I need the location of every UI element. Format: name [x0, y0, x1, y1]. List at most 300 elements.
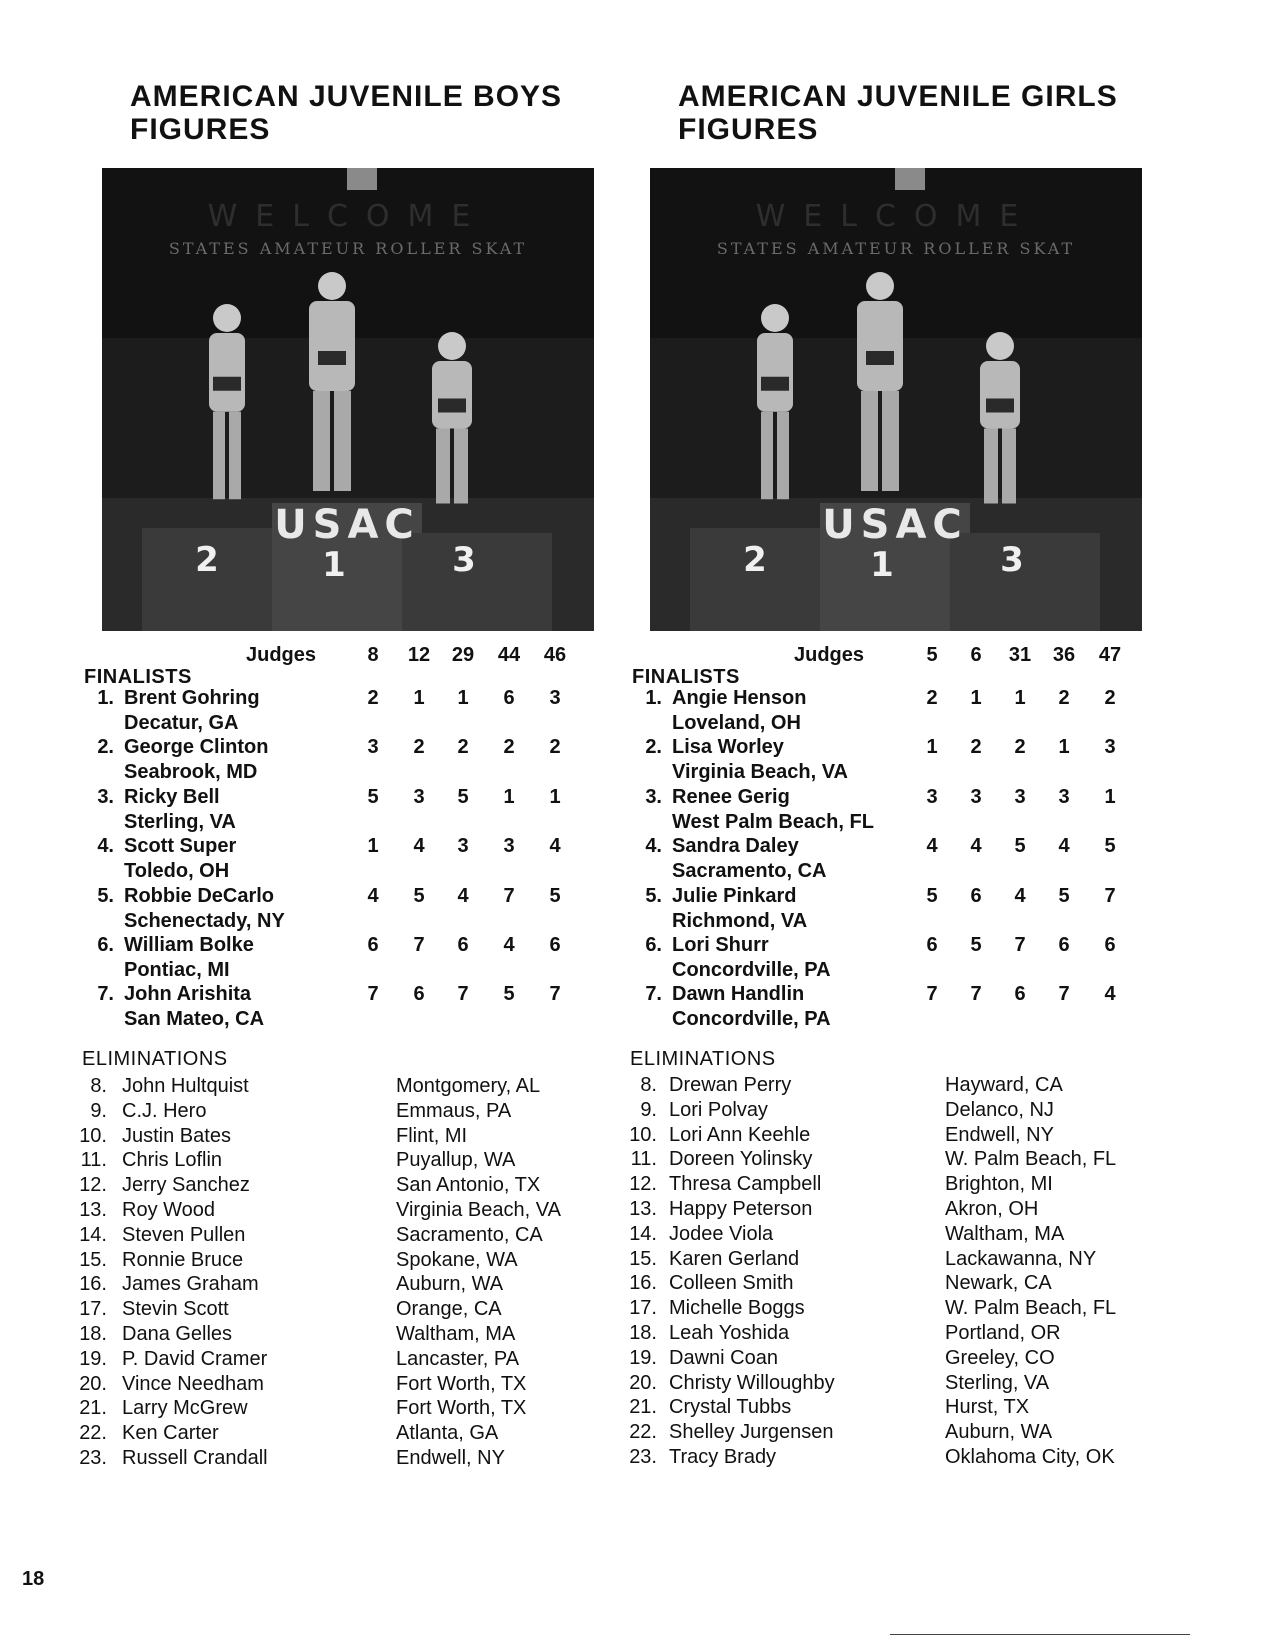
judge-score: 4 — [1104, 983, 1116, 1006]
finalist-city: Virginia Beach, VA — [672, 761, 848, 784]
judge-score: 4 — [926, 835, 938, 858]
judge-score: 3 — [1104, 736, 1116, 759]
judge-score: 5 — [1058, 884, 1070, 907]
elimination-row — [525, 1222, 1145, 1247]
judge-number: 5 — [926, 644, 938, 666]
elimination-row — [525, 1445, 1145, 1470]
judge-number: 8 — [367, 644, 379, 666]
elimination-city: Delanco, NJ — [945, 1098, 1054, 1121]
judge-score: 2 — [457, 736, 469, 759]
judge-score: 5 — [503, 983, 515, 1006]
skater-leg — [229, 412, 241, 500]
elimination-rank: 12. — [629, 1173, 657, 1196]
judge-score: 7 — [1104, 884, 1116, 907]
finalist-name: Robbie DeCarlo — [124, 884, 275, 907]
award-plaque — [438, 399, 466, 413]
award-plaque — [866, 351, 894, 365]
judge-score: 2 — [549, 736, 561, 759]
finalist-rank: 7. — [645, 983, 662, 1006]
skater-body — [432, 361, 472, 429]
finalist-rank: 5. — [97, 884, 114, 907]
judge-score: 6 — [367, 934, 379, 956]
elimination-city: Emmaus, PA — [396, 1099, 512, 1122]
judge-score: 7 — [457, 983, 469, 1006]
judge-number: 47 — [1098, 644, 1122, 666]
podium-illustration — [650, 168, 1142, 631]
judge-score: 2 — [1014, 736, 1026, 759]
title-line-1: AMERICAN JUVENILE BOYS — [130, 80, 563, 113]
elimination-rank: 19. — [79, 1347, 107, 1370]
finalist-rank: 6. — [645, 934, 662, 956]
elimination-row — [525, 1346, 1145, 1371]
finalist-name: John Arishita — [124, 983, 252, 1006]
finalist-rank: 7. — [97, 983, 114, 1006]
banner-subtitle: STATES AMATEUR ROLLER SKAT — [168, 239, 528, 258]
judge-score: 7 — [1058, 983, 1070, 1006]
judge-score: 4 — [1058, 835, 1070, 858]
elimination-city: Atlanta, GA — [396, 1422, 499, 1445]
elimination-name: Thresa Campbell — [669, 1173, 822, 1196]
judge-score: 3 — [1014, 785, 1026, 808]
skater-leg — [882, 391, 899, 491]
judge-score: 6 — [970, 884, 982, 907]
eliminations-label: ELIMINATIONS — [82, 1048, 228, 1070]
banner-welcome: WELCOME — [755, 199, 1037, 234]
boys-title — [130, 80, 562, 146]
elimination-name: Colleen Smith — [669, 1272, 794, 1295]
elimination-rank: 13. — [79, 1199, 107, 1221]
judge-score: 5 — [970, 934, 982, 956]
judge-score: 7 — [549, 983, 561, 1006]
finalist-row — [525, 686, 1145, 736]
elimination-name: Justin Bates — [122, 1124, 231, 1147]
elimination-rank: 11. — [80, 1149, 107, 1172]
judge-score: 1 — [367, 835, 379, 858]
judge-score: 5 — [1014, 835, 1026, 858]
elimination-city: Flint, MI — [396, 1124, 468, 1147]
judge-number: 6 — [970, 644, 982, 666]
title-line-1: AMERICAN JUVENILE GIRLS — [678, 80, 1118, 113]
judge-score: 2 — [503, 736, 515, 759]
skater-leg — [984, 429, 998, 504]
finalist-rank: 4. — [645, 835, 662, 858]
judge-score: 3 — [503, 835, 515, 858]
skater-leg — [761, 412, 773, 500]
skater-leg — [777, 412, 789, 500]
judge-score: 1 — [413, 687, 425, 709]
judge-score: 4 — [413, 835, 425, 858]
judge-score: 1 — [970, 687, 982, 709]
elimination-rank: 8. — [90, 1075, 107, 1097]
elimination-name: Happy Peterson — [669, 1198, 813, 1220]
judge-score: 6 — [1014, 983, 1026, 1006]
skater-leg — [454, 429, 468, 504]
elimination-row — [525, 1371, 1145, 1396]
judge-score: 7 — [970, 983, 982, 1006]
finalist-city: Decatur, GA — [124, 712, 239, 734]
elimination-city: Newark, CA — [945, 1272, 1052, 1295]
judge-score: 4 — [549, 835, 561, 858]
judge-score: 5 — [413, 884, 425, 907]
elimination-rank: 17. — [629, 1297, 657, 1320]
judge-score: 6 — [1104, 934, 1116, 956]
elimination-name: Shelley Jurgensen — [669, 1421, 834, 1444]
finalist-rank: 1. — [645, 687, 662, 709]
elimination-name: John Hultquist — [122, 1075, 249, 1097]
footer-rule — [890, 1634, 1190, 1635]
elimination-city: Fort Worth, TX — [396, 1372, 527, 1395]
judge-score: 2 — [926, 687, 938, 709]
elimination-city: Fort Worth, TX — [396, 1397, 527, 1420]
skater-head — [761, 304, 789, 332]
finalist-rank: 6. — [97, 934, 114, 956]
elimination-rank: 16. — [629, 1272, 657, 1295]
skater-body — [209, 333, 245, 412]
finalist-rank: 3. — [97, 785, 114, 808]
elimination-city: Auburn, WA — [945, 1421, 1053, 1444]
elimination-name: Lori Polvay — [669, 1098, 768, 1121]
judge-score: 3 — [413, 785, 425, 808]
elimination-rank: 22. — [79, 1422, 107, 1445]
elimination-name: Jerry Sanchez — [122, 1174, 250, 1197]
title-line-2: FIGURES — [678, 113, 819, 146]
judge-score: 6 — [503, 687, 515, 709]
finalist-name: George Clinton — [124, 736, 269, 759]
girls-column — [525, 0, 1145, 1638]
skater-leg — [213, 412, 225, 500]
judge-score: 7 — [1014, 934, 1026, 956]
judge-score: 5 — [549, 884, 561, 907]
elimination-rank: 16. — [79, 1273, 107, 1296]
elimination-rank: 23. — [629, 1446, 657, 1468]
judge-score: 4 — [1014, 884, 1026, 907]
elimination-city: Brighton, MI — [945, 1173, 1053, 1196]
podium-illustration — [102, 168, 594, 631]
place-number: 1 — [322, 545, 346, 585]
finalist-rank: 2. — [645, 736, 662, 759]
judge-score: 6 — [549, 934, 561, 956]
skater-leg — [861, 391, 878, 491]
elimination-name: Michelle Boggs — [669, 1297, 805, 1320]
judge-score: 1 — [926, 736, 938, 759]
elimination-rank: 23. — [79, 1447, 107, 1469]
judge-score: 5 — [926, 884, 938, 907]
place-number: 3 — [1000, 540, 1024, 580]
judge-number: 46 — [543, 644, 567, 666]
judge-number: 44 — [497, 644, 521, 666]
elimination-name: Vince Needham — [122, 1372, 264, 1395]
skater-head — [318, 272, 346, 300]
elimination-rank: 18. — [79, 1323, 107, 1345]
skater-leg — [436, 429, 450, 504]
judge-score: 7 — [926, 983, 938, 1006]
elimination-row — [525, 1271, 1145, 1296]
finalist-name: Sandra Daley — [672, 835, 799, 858]
elimination-city: Puyallup, WA — [396, 1149, 516, 1172]
award-plaque — [761, 377, 789, 391]
elimination-row — [525, 1147, 1145, 1172]
finalist-city: Concordville, PA — [672, 1008, 831, 1031]
elimination-rank: 11. — [630, 1148, 657, 1171]
finalist-city: Richmond, VA — [672, 909, 808, 932]
finalist-rank: 2. — [97, 736, 114, 759]
finalist-name: Brent Gohring — [124, 687, 260, 709]
elimination-city: W. Palm Beach, FL — [945, 1297, 1117, 1320]
finalist-rank: 4. — [97, 835, 114, 858]
finalist-city: Sterling, VA — [124, 810, 236, 833]
elimination-city: Auburn, WA — [396, 1273, 504, 1296]
elimination-name: Larry McGrew — [122, 1397, 248, 1420]
skater-head — [438, 332, 466, 360]
judge-number: 36 — [1052, 644, 1076, 666]
elimination-rank: 9. — [90, 1099, 107, 1122]
elimination-name: Ronnie Bruce — [122, 1248, 244, 1271]
elimination-city: Montgomery, AL — [396, 1075, 541, 1097]
girls-podium-photo — [650, 168, 1142, 631]
elimination-rank: 18. — [629, 1322, 657, 1344]
skater-body — [857, 301, 903, 391]
finalist-city: West Palm Beach, FL — [672, 810, 874, 833]
finalist-city: San Mateo, CA — [124, 1008, 265, 1031]
elimination-row — [525, 1321, 1145, 1346]
elimination-rank: 22. — [629, 1421, 657, 1444]
judge-score: 3 — [926, 785, 938, 808]
skater-head — [213, 304, 241, 332]
judges-header — [525, 644, 1145, 670]
finalists-label: FINALISTS — [84, 666, 192, 688]
elimination-name: Steven Pullen — [122, 1223, 246, 1246]
elimination-name: Crystal Tubbs — [669, 1396, 792, 1419]
elimination-rank: 12. — [79, 1174, 107, 1197]
finalist-city: Sacramento, CA — [672, 860, 827, 883]
elimination-row — [525, 1073, 1145, 1098]
elimination-city: Oklahoma City, OK — [945, 1446, 1115, 1468]
elimination-rank: 21. — [629, 1396, 657, 1419]
finalist-city: Toledo, OH — [124, 860, 230, 883]
usac-logo: USAC — [274, 502, 420, 548]
elimination-city: Endwell, NY — [396, 1447, 505, 1469]
judge-score: 6 — [457, 934, 469, 956]
elimination-rank: 17. — [79, 1298, 107, 1321]
elimination-row — [525, 1420, 1145, 1445]
finalist-city: Concordville, PA — [672, 959, 831, 981]
elimination-name: Dana Gelles — [122, 1323, 233, 1345]
elimination-name: Doreen Yolinsky — [669, 1148, 813, 1171]
skater-leg — [1002, 429, 1016, 504]
finalist-name: Ricky Bell — [124, 785, 220, 808]
place-number: 3 — [452, 540, 476, 580]
skater-leg — [334, 391, 351, 491]
elimination-rank: 21. — [79, 1397, 107, 1420]
skater-head — [866, 272, 894, 300]
boys-podium-photo — [102, 168, 594, 631]
scoreboard-sign — [895, 168, 925, 190]
finalist-row — [525, 785, 1145, 835]
finalist-name: Angie Henson — [672, 687, 807, 709]
elimination-city: Akron, OH — [945, 1198, 1039, 1220]
finalists-label: FINALISTS — [632, 666, 740, 688]
judge-score: 4 — [503, 934, 515, 956]
finalist-rank: 1. — [97, 687, 114, 709]
elimination-name: Chris Loflin — [122, 1149, 223, 1172]
elimination-name: Ken Carter — [122, 1422, 219, 1445]
elimination-row — [525, 1395, 1145, 1420]
podium-third — [950, 533, 1100, 631]
elimination-name: Drewan Perry — [669, 1074, 792, 1096]
elimination-name: Lori Ann Keehle — [669, 1123, 811, 1146]
finalist-city: Seabrook, MD — [124, 761, 258, 784]
finalist-name: William Bolke — [124, 934, 254, 956]
judge-number: 12 — [407, 644, 431, 666]
finalist-name: Lori Shurr — [672, 934, 769, 956]
elimination-row — [525, 1247, 1145, 1272]
elimination-name: Dawni Coan — [669, 1346, 778, 1369]
elimination-name: C.J. Hero — [122, 1099, 207, 1122]
judge-score: 4 — [457, 884, 469, 907]
elimination-name: P. David Cramer — [122, 1347, 268, 1370]
elimination-city: W. Palm Beach, FL — [945, 1148, 1117, 1171]
skater-body — [309, 301, 355, 391]
judge-score: 4 — [367, 884, 379, 907]
elimination-row — [525, 1197, 1145, 1222]
judge-number: 31 — [1008, 644, 1032, 666]
judge-score: 2 — [367, 687, 379, 709]
elimination-city: Spokane, WA — [396, 1248, 518, 1271]
elimination-city: Portland, OR — [945, 1322, 1061, 1344]
judge-score: 3 — [1058, 785, 1070, 808]
judge-score: 2 — [970, 736, 982, 759]
judge-score: 1 — [1104, 785, 1116, 808]
elimination-city: Waltham, MA — [396, 1323, 516, 1345]
elimination-rank: 15. — [79, 1248, 107, 1271]
elimination-city: Lancaster, PA — [396, 1347, 520, 1370]
judge-score: 4 — [970, 835, 982, 858]
judge-score: 5 — [1104, 835, 1116, 858]
elimination-rank: 19. — [629, 1346, 657, 1369]
elimination-city: Virginia Beach, VA — [396, 1199, 561, 1221]
finalist-rank: 5. — [645, 884, 662, 907]
judges-label: Judges — [246, 644, 317, 666]
skater-body — [757, 333, 793, 412]
finalist-name: Julie Pinkard — [672, 884, 797, 907]
judge-score: 1 — [549, 785, 561, 808]
elimination-rank: 8. — [640, 1074, 657, 1096]
judge-score: 1 — [503, 785, 515, 808]
judges-label: Judges — [794, 644, 865, 666]
finalist-city: Pontiac, MI — [124, 959, 230, 981]
scoreboard-sign — [347, 168, 377, 190]
banner-welcome: WELCOME — [207, 199, 489, 234]
elimination-city: Sacramento, CA — [396, 1223, 543, 1246]
elimination-rank: 14. — [79, 1223, 107, 1246]
elimination-rank: 13. — [629, 1198, 657, 1220]
judge-score: 3 — [367, 736, 379, 759]
judge-score: 1 — [1058, 736, 1070, 759]
elimination-city: San Antonio, TX — [396, 1174, 541, 1197]
judge-score: 7 — [413, 934, 425, 956]
elimination-city: Waltham, MA — [945, 1222, 1065, 1245]
usac-logo: USAC — [822, 502, 968, 548]
judge-score: 5 — [367, 785, 379, 808]
elimination-rank: 10. — [79, 1124, 107, 1147]
elimination-rank: 10. — [629, 1123, 657, 1146]
elimination-name: Tracy Brady — [669, 1446, 777, 1468]
elimination-rank: 9. — [640, 1098, 657, 1121]
award-plaque — [318, 351, 346, 365]
judge-score: 6 — [926, 934, 938, 956]
award-plaque — [213, 377, 241, 391]
elimination-row — [525, 1123, 1145, 1148]
award-plaque — [986, 399, 1014, 413]
elimination-city: Endwell, NY — [945, 1123, 1054, 1146]
judge-score: 7 — [367, 983, 379, 1006]
banner-subtitle: STATES AMATEUR ROLLER SKAT — [716, 239, 1076, 258]
finalist-name: Scott Super — [124, 835, 237, 858]
elimination-city: Hayward, CA — [945, 1074, 1063, 1096]
elimination-rank: 20. — [79, 1372, 107, 1395]
place-number: 1 — [870, 545, 894, 585]
elimination-city: Sterling, VA — [945, 1371, 1050, 1394]
elimination-city: Hurst, TX — [945, 1396, 1030, 1419]
finalist-row — [525, 933, 1145, 983]
elimination-name: Jodee Viola — [669, 1222, 774, 1245]
elimination-city: Greeley, CO — [945, 1346, 1055, 1369]
judge-score: 2 — [1104, 687, 1116, 709]
girls-title — [678, 80, 1118, 146]
finalist-name: Dawn Handlin — [672, 983, 805, 1006]
judge-score: 3 — [970, 785, 982, 808]
elimination-rank: 15. — [629, 1247, 657, 1270]
finalist-row — [525, 982, 1145, 1032]
judge-score: 1 — [1014, 687, 1026, 709]
elimination-name: Roy Wood — [122, 1199, 216, 1221]
finalist-name: Lisa Worley — [672, 736, 784, 759]
finalist-row — [525, 834, 1145, 884]
skater-body — [980, 361, 1020, 429]
judge-score: 2 — [413, 736, 425, 759]
finalist-row — [525, 884, 1145, 934]
judge-score: 5 — [457, 785, 469, 808]
judge-score: 6 — [413, 983, 425, 1006]
judge-score: 3 — [549, 687, 561, 709]
finalist-row — [525, 735, 1145, 785]
place-number: 2 — [743, 540, 767, 580]
finalist-city: Loveland, OH — [672, 712, 801, 734]
elimination-name: Russell Crandall — [122, 1447, 268, 1469]
skater-head — [986, 332, 1014, 360]
elimination-row — [525, 1296, 1145, 1321]
elimination-city: Orange, CA — [396, 1298, 502, 1321]
elimination-rank: 20. — [629, 1371, 657, 1394]
judge-score: 7 — [503, 884, 515, 907]
judge-number: 29 — [451, 644, 475, 666]
finalist-rank: 3. — [645, 785, 662, 808]
finalist-city: Schenectady, NY — [124, 909, 285, 932]
elimination-name: James Graham — [122, 1273, 259, 1296]
elimination-row — [525, 1172, 1145, 1197]
place-number: 2 — [195, 540, 219, 580]
title-line-2: FIGURES — [130, 113, 271, 146]
judge-score: 2 — [1058, 687, 1070, 709]
elimination-name: Leah Yoshida — [669, 1322, 790, 1344]
finalist-name: Renee Gerig — [672, 785, 790, 808]
judge-score: 1 — [457, 687, 469, 709]
elimination-row — [525, 1098, 1145, 1123]
elimination-city: Lackawanna, NY — [945, 1247, 1097, 1270]
elimination-name: Karen Gerland — [669, 1247, 800, 1270]
elimination-name: Christy Willoughby — [669, 1371, 835, 1394]
judge-score: 6 — [1058, 934, 1070, 956]
